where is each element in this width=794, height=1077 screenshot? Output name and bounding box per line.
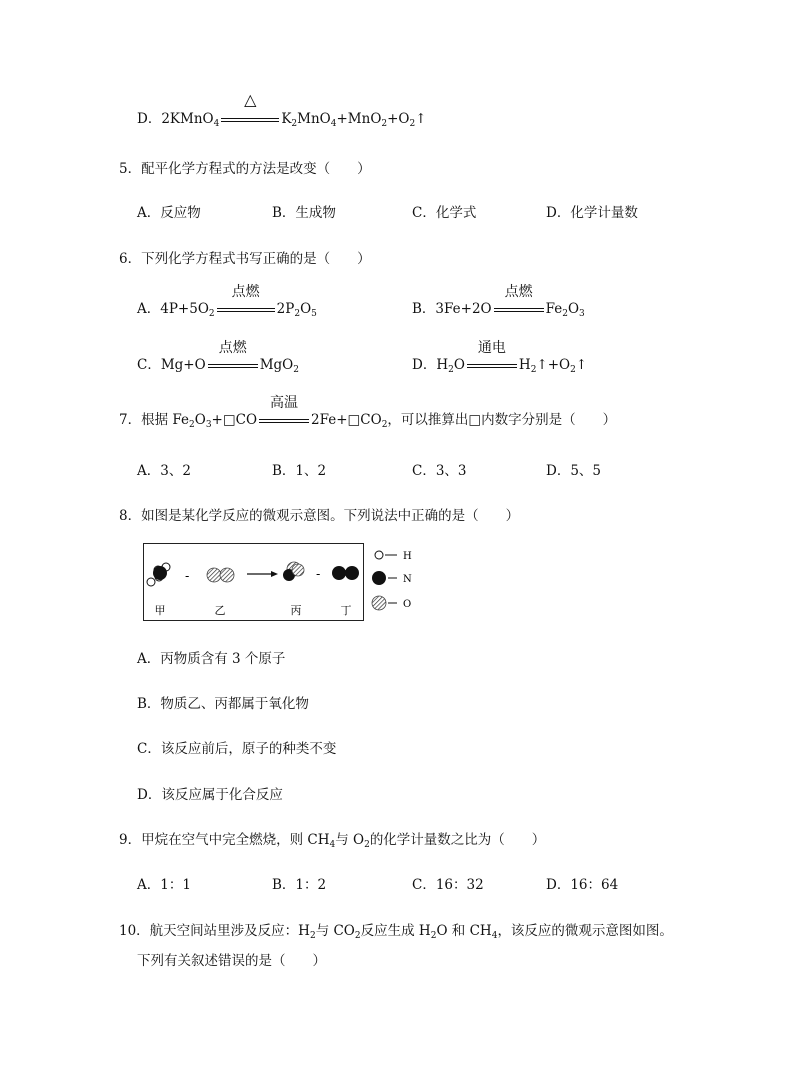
label-ding: 丁 (340, 604, 352, 617)
q10-stem-line1 (119, 922, 673, 940)
equals-bar (221, 118, 279, 122)
formula: 4P+5O (160, 301, 209, 317)
formula: O (567, 301, 580, 317)
subscript: 2 (430, 931, 437, 941)
condition-text: △ (244, 90, 257, 109)
q6-option-d (412, 340, 588, 375)
subscript: 2 (208, 309, 215, 319)
option-label: C． (137, 357, 161, 373)
legend-h: H (403, 551, 412, 562)
formula: Fe (545, 301, 563, 317)
condition-text: 点燃 (231, 284, 260, 300)
q6-option-a (137, 284, 317, 319)
formula: MnO (297, 111, 331, 127)
atom-legend (370, 545, 430, 625)
q8-option-b: B．物质乙、丙都属于氧化物 (137, 696, 309, 712)
reaction-condition (219, 90, 281, 128)
formula: K (281, 111, 292, 127)
q7-option-d: D．5、5 (546, 463, 602, 479)
q8-option-c: C．该反应前后，原子的种类不变 (137, 741, 337, 757)
q5-stem: 5．配平化学方程式的方法是改变（ ） (119, 161, 371, 177)
subscript: 2 (291, 119, 298, 129)
plus-sign: - (185, 569, 190, 583)
reaction-diagram-svg (144, 544, 363, 620)
reaction-condition (492, 284, 546, 318)
atom-legend-svg (370, 545, 430, 625)
gas-arrow: ↑ (415, 111, 427, 127)
subscript: 2 (562, 309, 568, 319)
formula: H (518, 357, 531, 373)
subscript: 2 (381, 420, 388, 430)
q9-option-c: C．16：32 (412, 877, 484, 893)
stem-text: 与 O (335, 832, 365, 848)
q4-option-d (137, 90, 427, 129)
label-yi: 乙 (214, 604, 226, 617)
subscript: 4 (330, 119, 337, 129)
q6-option-b (412, 284, 585, 319)
stem-text: O 和 CH (436, 923, 492, 939)
subscript: 4 (491, 931, 498, 941)
q9-option-a: A．1：1 (137, 877, 191, 893)
subscript: 2 (448, 365, 454, 375)
subscript: 2 (530, 365, 537, 375)
stem-text: ，可以推算出□内数字分别是（ ） (387, 412, 617, 428)
q9-stem (119, 831, 545, 849)
label-jia: 甲 (154, 604, 166, 617)
option-label: D． (412, 357, 437, 373)
q5-option-b: B．生成物 (272, 205, 336, 221)
equals-bar (467, 364, 517, 368)
q7-option-a: A．3、2 (137, 463, 191, 479)
equals-bar (208, 364, 258, 368)
q7-stem (119, 395, 617, 430)
formula: +O (387, 111, 410, 127)
subscript: 4 (329, 840, 336, 850)
reaction-condition (257, 395, 311, 429)
option-label: D． (137, 111, 162, 127)
q7-option-b: B．1、2 (272, 463, 327, 479)
formula: 2P (276, 301, 295, 317)
condition-text: 通电 (477, 340, 506, 356)
molecule-bing (283, 562, 304, 581)
q8-option-d: D．该反应属于化合反应 (137, 787, 283, 803)
subscript: 2 (354, 931, 361, 941)
q7-option-c: C．3、3 (412, 463, 467, 479)
subscript: 4 (213, 119, 220, 129)
formula: MgO (259, 357, 294, 373)
stem-text: 的化学计量数之比为（ ） (369, 832, 546, 848)
formula: +MnO (336, 111, 382, 127)
q8-stem: 8．如图是某化学反应的微观示意图。下列说法中正确的是（ ） (119, 508, 520, 524)
formula: +□CO (211, 412, 258, 428)
q9-option-b: B．1：2 (272, 877, 327, 893)
formula: O (194, 412, 206, 428)
subscript: 2 (293, 365, 299, 375)
reaction-diagram (143, 543, 364, 621)
option-label: B． (412, 301, 436, 317)
formula: ↑+O (536, 357, 571, 373)
condition-text: 点燃 (504, 284, 533, 300)
q5-option-a: A．反应物 (137, 205, 201, 221)
subscript: 5 (311, 309, 317, 319)
label-bing: 丙 (290, 604, 302, 617)
subscript: 3 (205, 420, 212, 430)
q8-option-a: A．丙物质含有 3 个原子 (137, 651, 286, 667)
hydrogen-atom (375, 551, 383, 559)
formula: O (300, 301, 312, 317)
q5-option-d: D．化学计量数 (546, 205, 638, 221)
molecule-ding (332, 566, 359, 580)
reaction-arrow (247, 571, 278, 577)
q5-option-c: C．化学式 (412, 205, 477, 221)
formula: H (436, 357, 449, 373)
condition-text: 高温 (270, 395, 299, 411)
stem-text: 9．甲烷在空气中完全燃烧，则 CH (119, 832, 330, 848)
subscript: 2 (381, 119, 388, 129)
stem-text: 反应生成 H (360, 923, 431, 939)
formula: 3Fe+2O (435, 301, 492, 317)
reaction-condition (465, 340, 519, 374)
q6-stem: 6．下列化学方程式书写正确的是（ ） (119, 251, 371, 267)
q9-option-d: D．16：64 (546, 877, 619, 893)
stem-text: 与 CO (315, 923, 355, 939)
reaction-condition (215, 284, 277, 318)
option-label: A． (137, 301, 161, 317)
plus-sign: - (316, 567, 321, 581)
legend-n: N (403, 574, 412, 585)
subscript: 2 (309, 931, 316, 941)
oxygen-atom (372, 596, 386, 610)
formula: O (453, 357, 465, 373)
nitrogen-atom (372, 571, 386, 585)
equals-bar (259, 419, 309, 423)
gas-arrow: ↑ (575, 357, 588, 373)
q10-stem-line2: 下列有关叙述错误的是（ ） (137, 953, 326, 969)
q6-option-c (137, 340, 299, 375)
reaction-condition (206, 340, 260, 374)
subscript: 2 (294, 309, 301, 319)
equals-bar (494, 308, 544, 312)
molecule-yi (207, 568, 234, 582)
stem-text: ，该反应的微观示意图如图。 (497, 923, 673, 939)
subscript: 2 (189, 420, 195, 430)
subscript: 3 (579, 309, 585, 319)
equals-bar (217, 308, 275, 312)
condition-text: 点燃 (218, 340, 247, 356)
formula: 2Fe+□CO (311, 412, 382, 428)
subscript: 2 (409, 119, 416, 129)
molecule-jia (147, 563, 170, 586)
formula: Mg+O (160, 357, 206, 373)
formula: 2KMnO (161, 111, 214, 127)
legend-o: O (403, 599, 412, 610)
stem-text: 7．根据 Fe (119, 412, 189, 428)
subscript: 2 (570, 365, 576, 375)
stem-text: 10．航天空间站里涉及反应：H (119, 923, 310, 939)
subscript: 2 (364, 840, 370, 850)
